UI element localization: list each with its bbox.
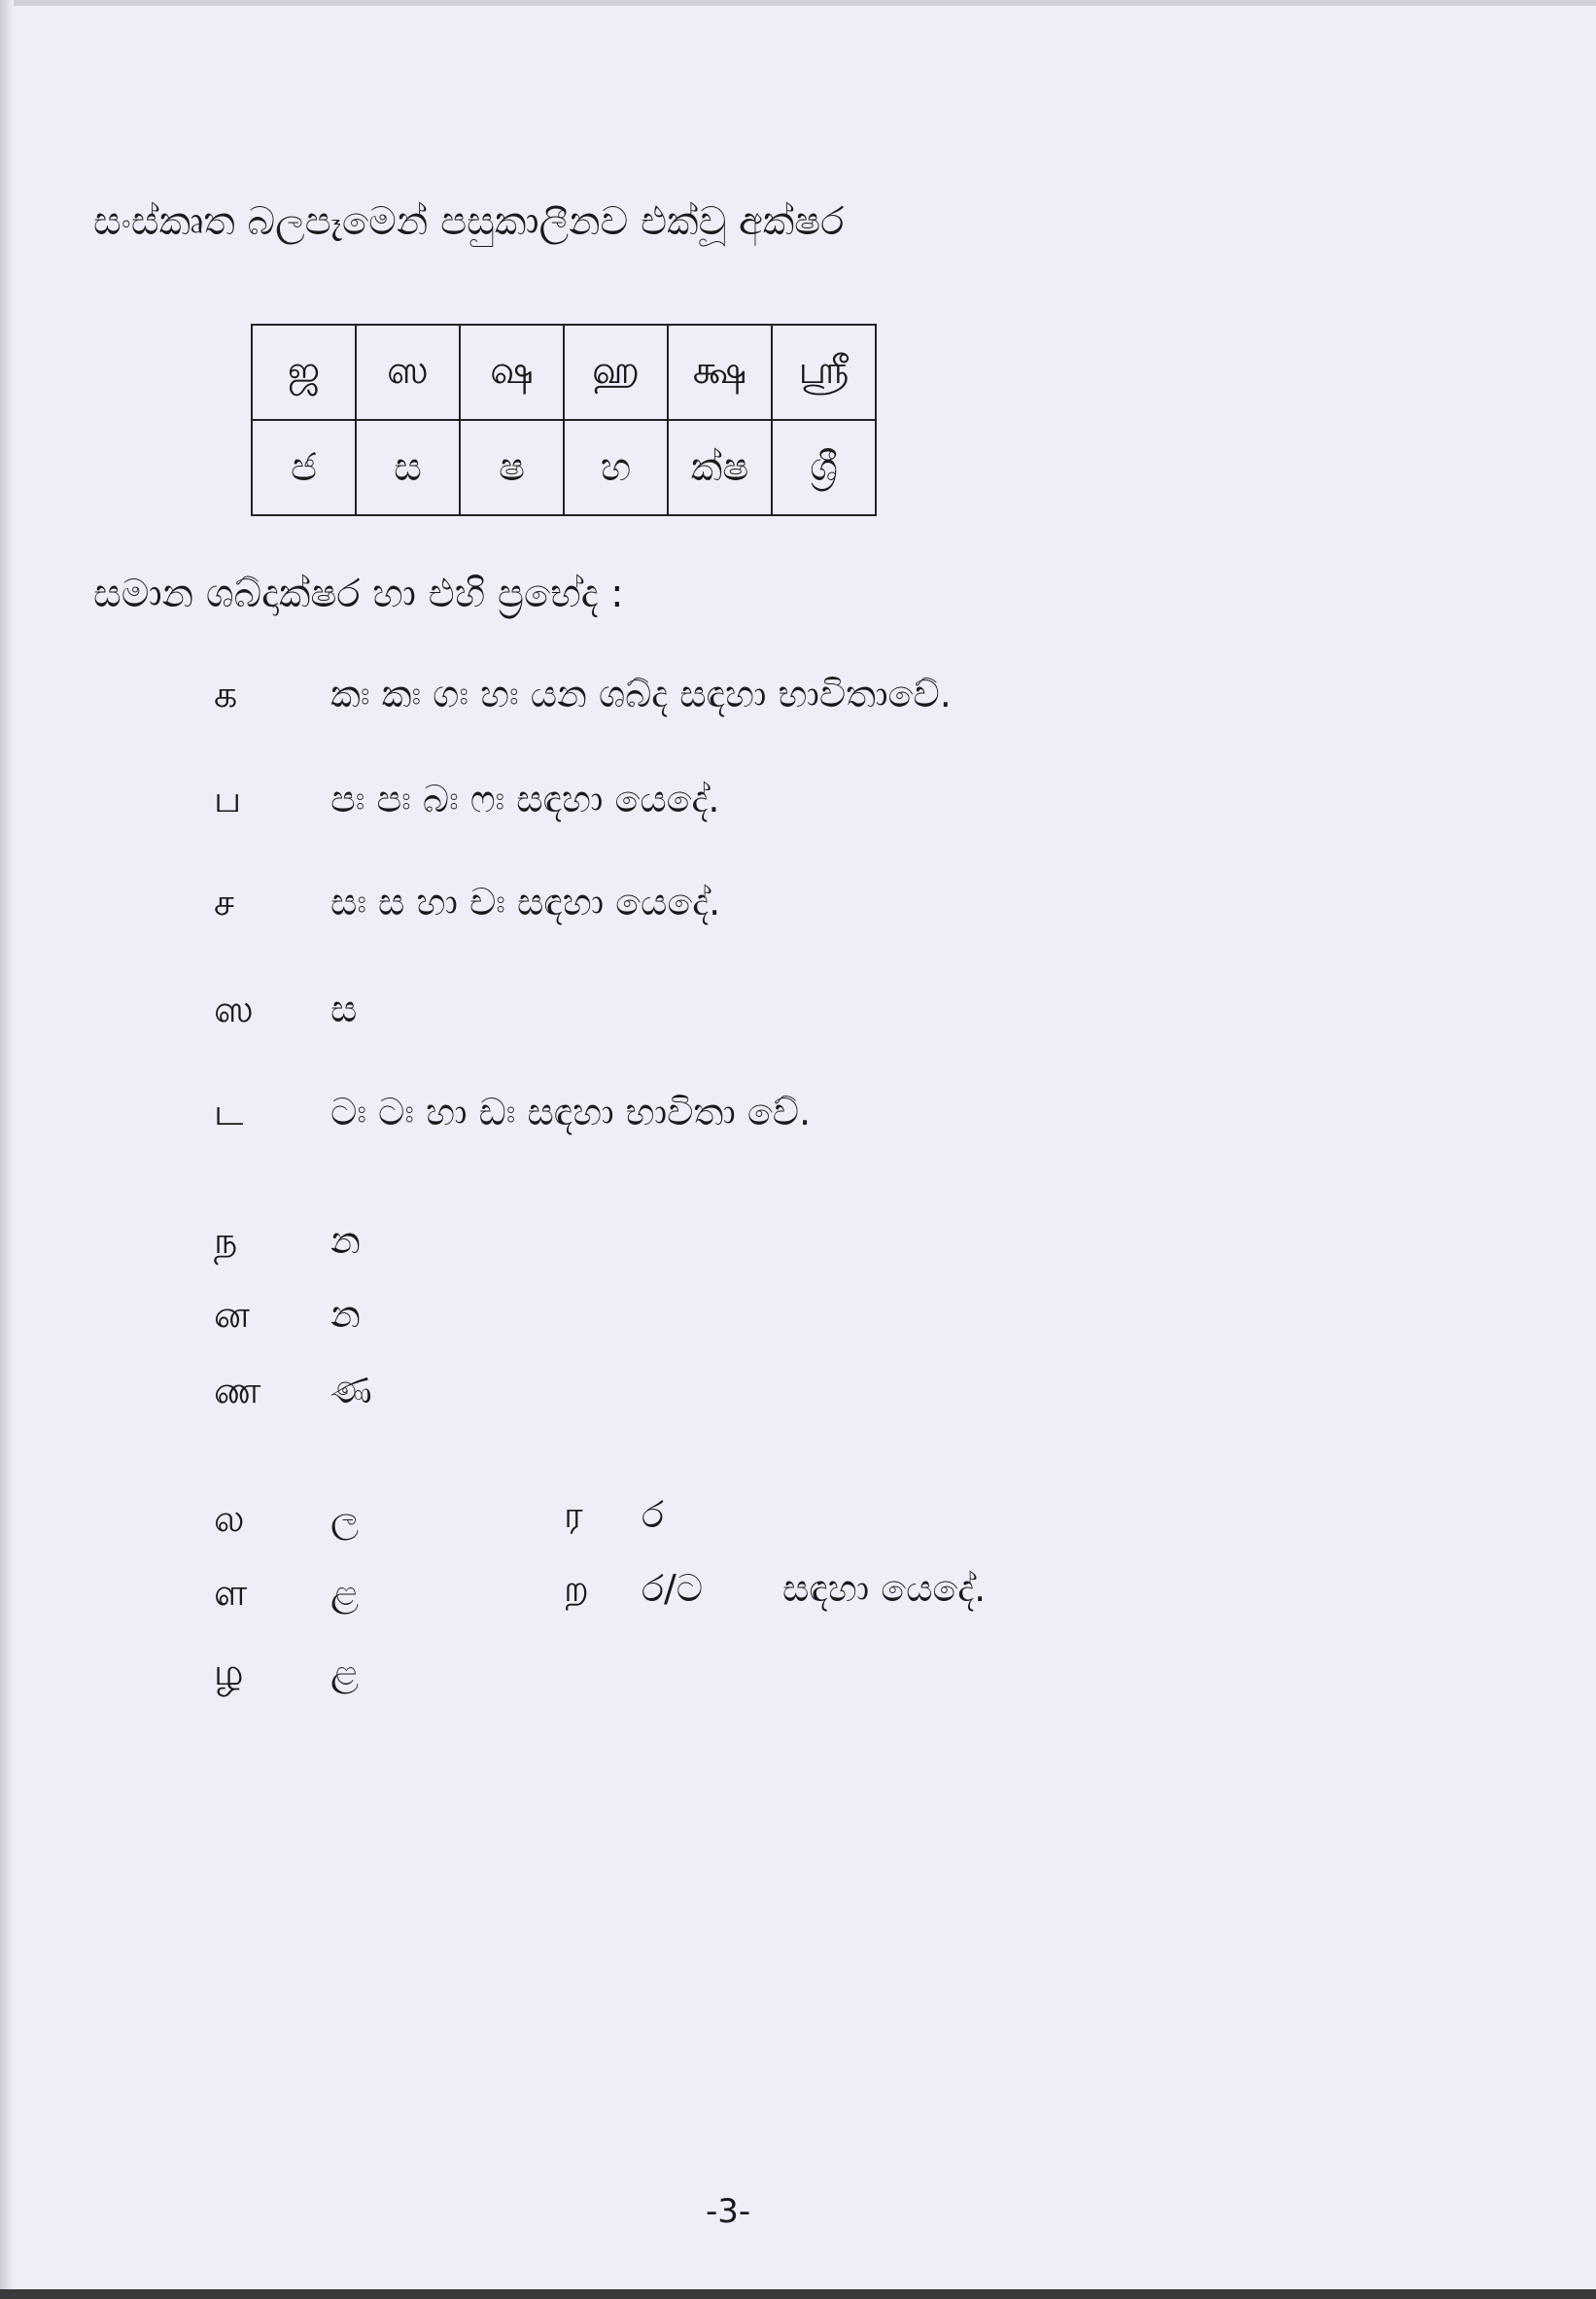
equivalent-tamil: ள (214, 1571, 248, 1614)
r-pair-sinhala: ර (642, 1493, 664, 1536)
r-pair-sinhala: ර/ට (642, 1567, 704, 1610)
page-edge-left (0, 0, 14, 2299)
equivalent-tamil: ட (214, 1091, 244, 1133)
page-edge-bottom (0, 2289, 1596, 2299)
table-cell: ෂ (460, 420, 564, 515)
equivalent-text: ණ (330, 1369, 372, 1411)
table-cell: ஷ (460, 325, 564, 420)
heading-equivalents: සමාන ශබ්දාක්ෂර හා එහි ප්‍රභේද : (93, 572, 624, 616)
table-row-sinhala (252, 420, 876, 515)
equivalent-tamil: ப (214, 778, 242, 820)
table-cell: ஜ (252, 325, 356, 420)
page-number: -3- (706, 2192, 751, 2231)
table-cell: க்ஷ (668, 325, 772, 420)
r-pair-note: සඳහා යෙදේ. (782, 1567, 987, 1610)
equivalent-tamil: ண (214, 1369, 261, 1411)
letter-table (251, 324, 877, 516)
heading-sanskrit-letters: සංස්කෘත බලපෑමෙන් පසුකාලීනව එක්වූ අක්ෂර (93, 199, 845, 244)
equivalent-text: කඃ කඃ ගඃ හඃ යන ශබ්ද සඳහා භාවිතාවේ. (330, 673, 952, 715)
equivalent-text: ටඃ ටඃ හා ඩඃ සඳහා භාවිතා වේ. (330, 1091, 812, 1133)
equivalent-text: ළ (330, 1571, 359, 1614)
equivalent-text: පඃ පඃ බඃ ෆඃ සඳහා යෙදේ. (330, 778, 720, 820)
table-row-tamil (252, 325, 876, 420)
table-cell: ජ (252, 420, 356, 515)
equivalent-tamil: ல (214, 1497, 245, 1540)
equivalent-tamil: ன (214, 1293, 250, 1336)
equivalent-tamil: க (214, 673, 238, 715)
r-pair-tamil: ர (564, 1493, 583, 1536)
table-cell: ශ්‍රී (772, 420, 876, 515)
table-cell: ஹ (564, 325, 668, 420)
equivalent-tamil: ஸ (214, 988, 254, 1030)
equivalent-tamil: ழ (214, 1651, 244, 1693)
page-edge-top (0, 0, 1596, 6)
table-cell: ක්ෂ (668, 420, 772, 515)
equivalent-tamil: ச (214, 881, 235, 923)
table-cell: ஸ (356, 325, 460, 420)
r-pair-tamil: ற (564, 1567, 589, 1610)
equivalent-text: සඃ ස හා චඃ සඳහා යෙදේ. (330, 881, 721, 923)
equivalent-text: න (330, 1219, 361, 1262)
table-cell: ஸ்ரீ (772, 325, 876, 420)
equivalent-text: ළ (330, 1651, 359, 1693)
equivalent-text: ස (330, 988, 358, 1030)
equivalent-tamil: ந (214, 1219, 238, 1262)
equivalent-text: න (330, 1293, 361, 1336)
equivalent-text: ල (330, 1497, 359, 1540)
table-cell: ස (356, 420, 460, 515)
table-cell: හ (564, 420, 668, 515)
